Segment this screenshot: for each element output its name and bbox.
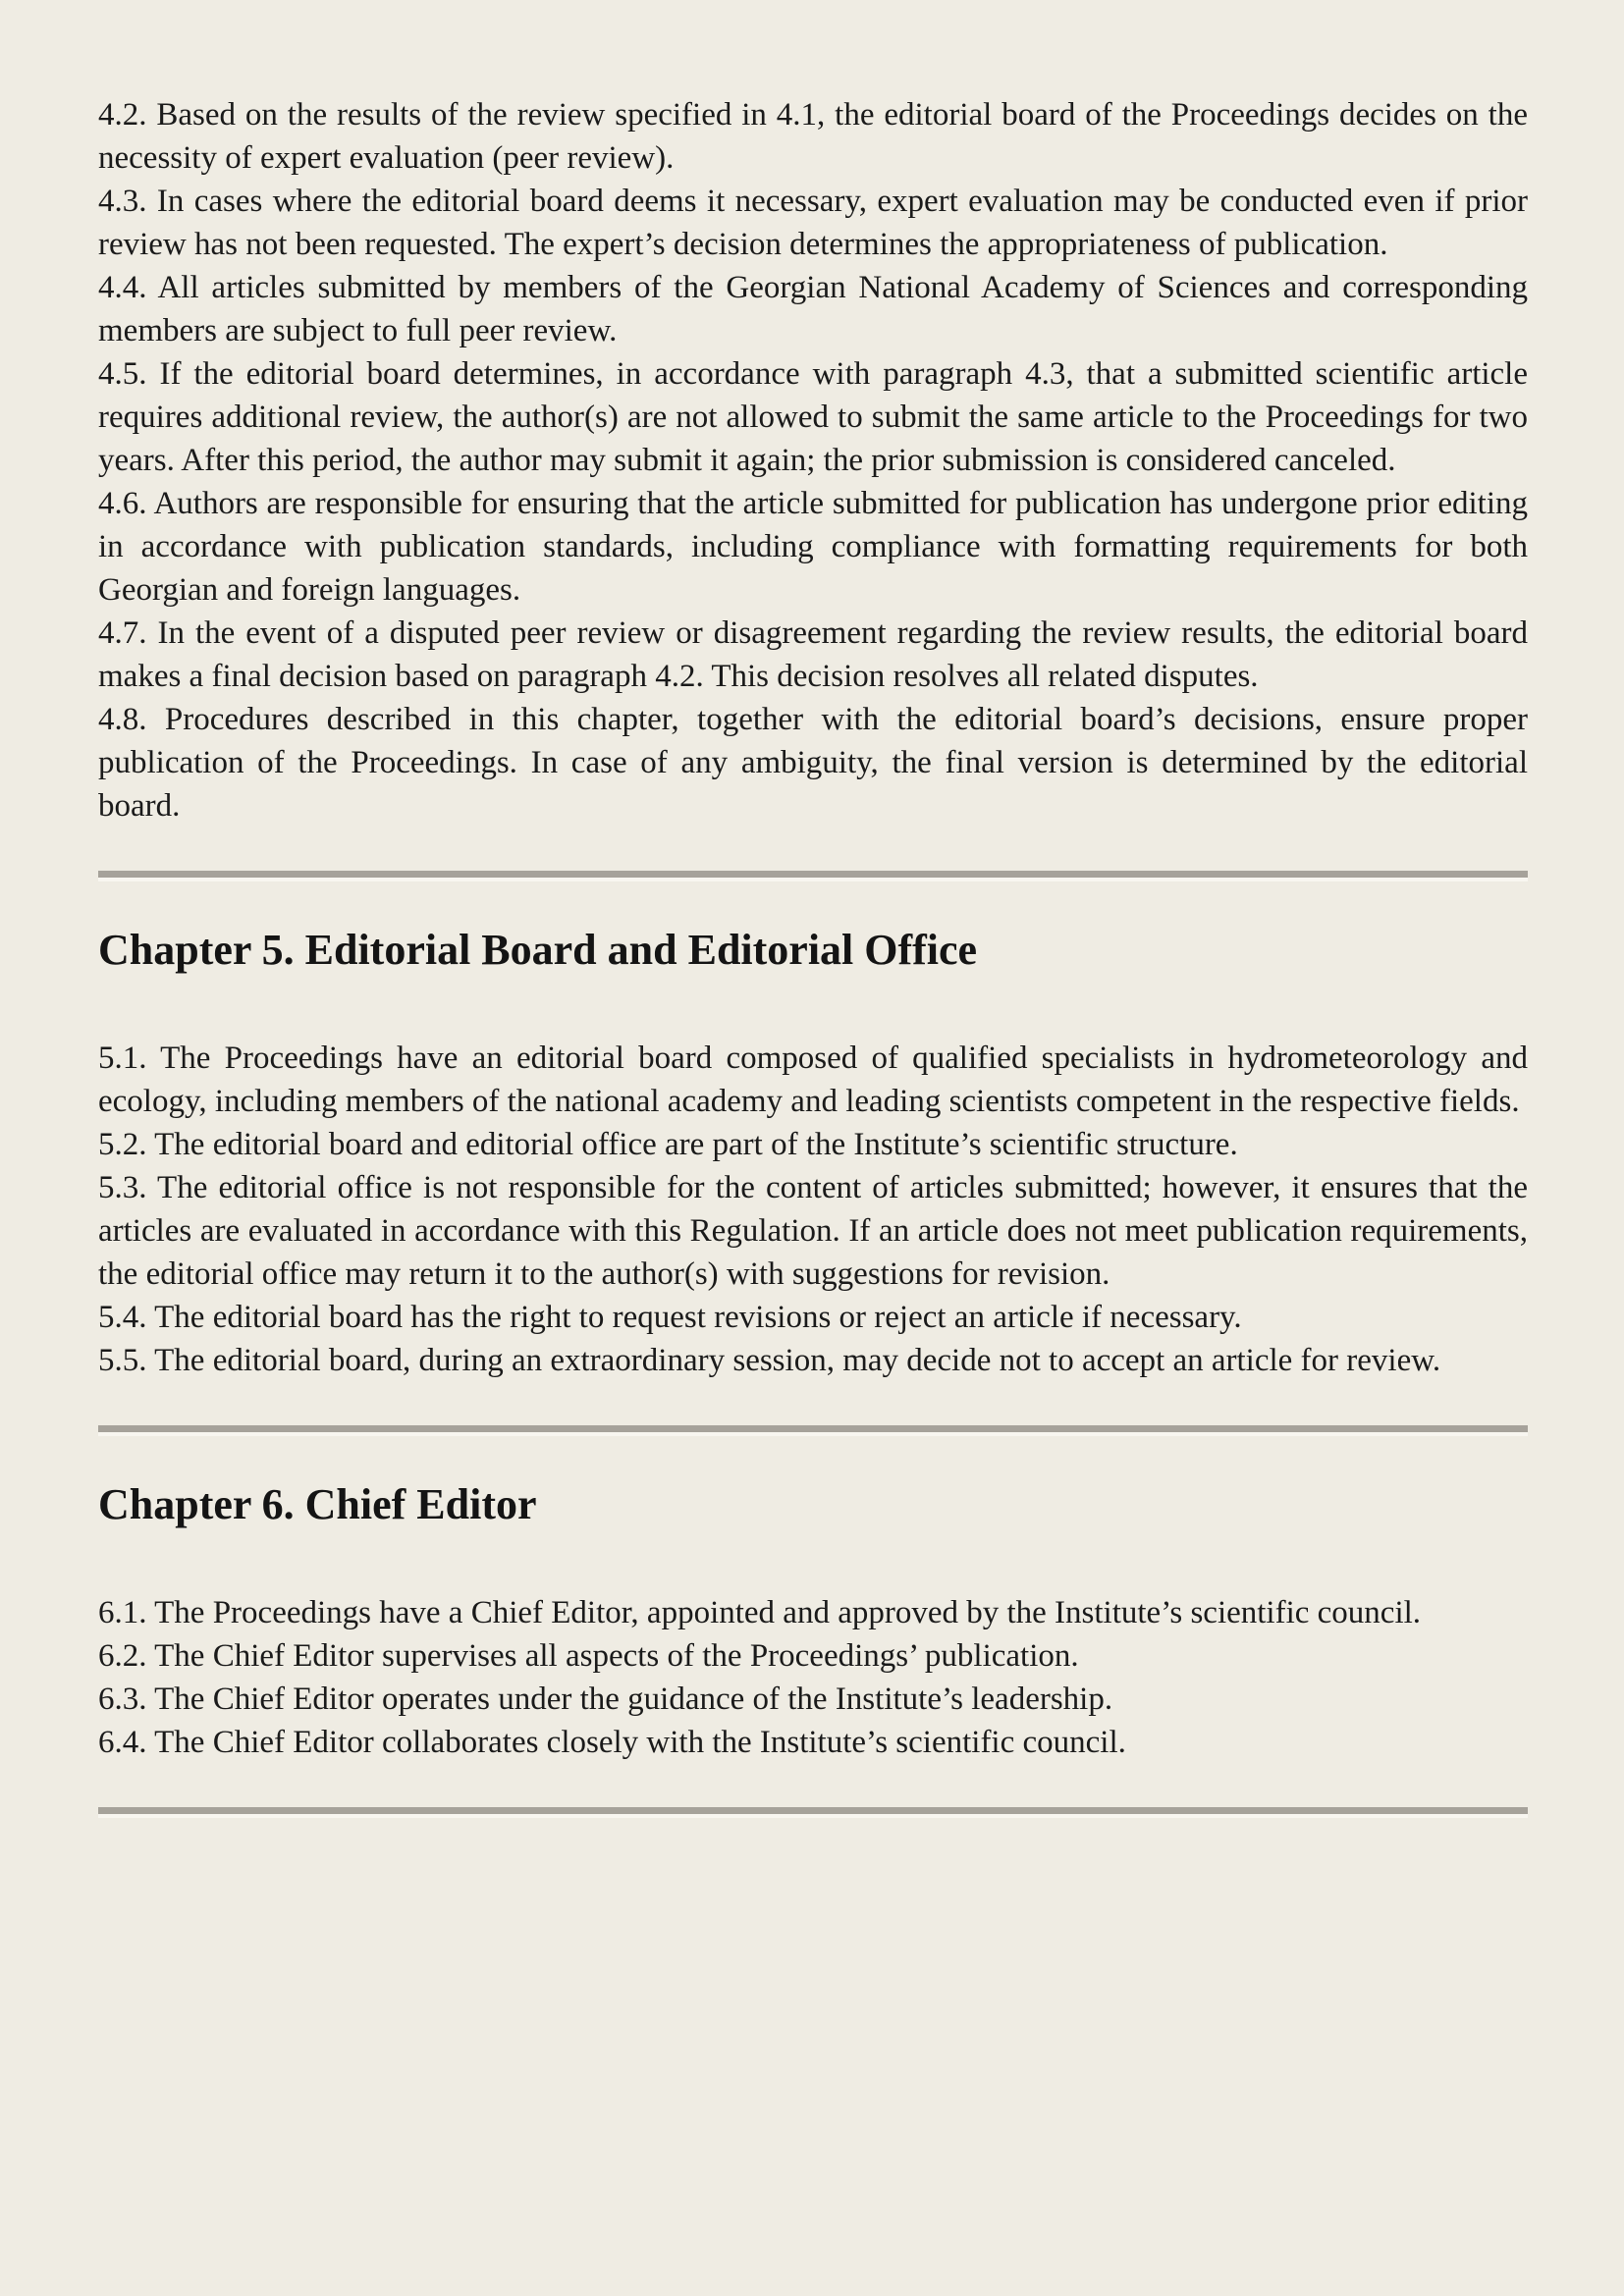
paragraph-4-8: 4.8. Procedures described in this chapter, together with the editorial board’s decisions, ensure proper publication of the Proceedings. In case of any ambiguity, the final version is determined by the editorial board.	[98, 702, 1528, 824]
paragraph-4-6: 4.6. Authors are responsible for ensuring that the article submitted for publication has undergone prior editing in accordance with publication standards, including compliance with formatting requirements for both Georgian and foreign languages.	[98, 486, 1528, 608]
paragraph-5-4: 5.4. The editorial board has the right to request revisions or reject an article if necessary.	[98, 1300, 1242, 1335]
paragraph-5-2: 5.2. The editorial board and editorial office are part of the Institute’s scientific structure.	[98, 1127, 1238, 1162]
paragraph-4-4: 4.4. All articles submitted by members of the Georgian National Academy of Sciences and corresponding members are subject to full peer review.	[98, 270, 1528, 348]
paragraph-4-5: 4.5. If the editorial board determines, in accordance with paragraph 4.3, that a submitted scientific article requires additional review, the author(s) are not allowed to submit the same article to the Proceedings for two years. After this period, the author may submit it again; the prior submission is considered canceled.	[98, 356, 1528, 478]
paragraph-6-2: 6.2. The Chief Editor supervises all aspects of the Proceedings’ publication.	[98, 1638, 1079, 1674]
paragraph-4-2: 4.2. Based on the results of the review specified in 4.1, the editorial board of the Proceedings decides on the necessity of expert evaluation (peer review).	[98, 97, 1528, 176]
paragraph-5-5: 5.5. The editorial board, during an extraordinary session, may decide not to accept an article for review.	[98, 1343, 1441, 1378]
paragraph-4-7: 4.7. In the event of a disputed peer review or disagreement regarding the review results, the editorial board makes a final decision based on paragraph 4.2. This decision resolves all related disputes.	[98, 615, 1528, 694]
paragraph-4-3: 4.3. In cases where the editorial board deems it necessary, expert evaluation may be conducted even if prior review has not been requested. The expert’s decision determines the appropriateness of publication.	[98, 184, 1528, 262]
chapter6-heading: Chapter 6. Chief Editor	[98, 1480, 537, 1528]
chapter4-section	[98, 93, 1528, 828]
paragraph-6-1: 6.1. The Proceedings have a Chief Editor, appointed and approved by the Institute’s scientific council.	[98, 1595, 1422, 1630]
section-divider	[98, 871, 1528, 881]
paragraph-5-1: 5.1. The Proceedings have an editorial board composed of qualified specialists in hydrometeorology and ecology, including members of the national academy and leading scientists competent in the respective fields.	[98, 1041, 1528, 1119]
section-divider	[98, 1807, 1528, 1818]
chapter6-section	[98, 1591, 1528, 1764]
chapter5-heading: Chapter 5. Editorial Board and Editorial Office	[98, 926, 978, 974]
paragraph-5-3: 5.3. The editorial office is not responsible for the content of articles submitted; however, it ensures that the articles are evaluated in accordance with this Regulation. If an article does not meet publication requirements, the editorial office may return it to the author(s) with suggestions for revision.	[98, 1170, 1528, 1292]
paragraph-6-4: 6.4. The Chief Editor collaborates closely with the Institute’s scientific council.	[98, 1725, 1126, 1760]
section-divider	[98, 1425, 1528, 1436]
chapter5-section	[98, 1037, 1528, 1382]
paragraph-6-3: 6.3. The Chief Editor operates under the guidance of the Institute’s leadership.	[98, 1682, 1113, 1717]
